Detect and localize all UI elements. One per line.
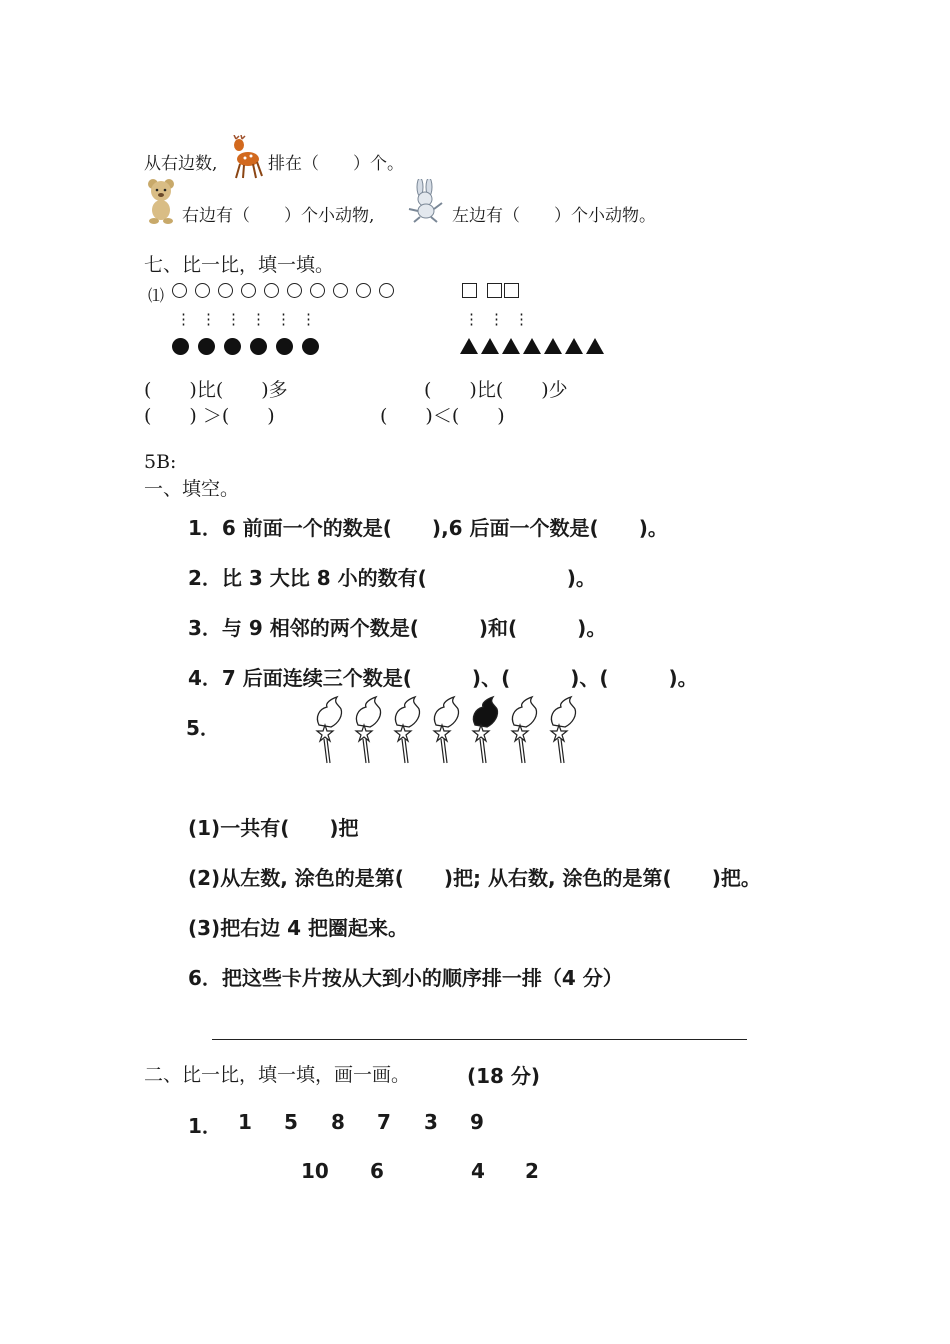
filled-circle [198,338,215,355]
square-1 [462,283,477,298]
triangle-row [460,338,607,354]
card-number: 10 [301,1159,329,1183]
vertical-dots-right: ⋮⋮⋮ [464,310,539,328]
torch-icon [551,697,576,763]
compare-more: ( )比( )多 [144,379,288,401]
square-row [462,283,519,298]
question-5-part-3: (3)把右边 4 把圈起来。 [188,916,409,940]
vertical-dots-left: ⋮⋮⋮⋮⋮⋮ [176,310,326,328]
torch-row [305,695,595,770]
bear-line-text: 右边有（ ）个小动物, [182,206,375,226]
torch-icon [512,697,537,763]
rabbit-line-text: 左边有（ ）个小动物。 [452,206,656,226]
filled-triangle [586,338,604,354]
hollow-circle [218,283,233,298]
hollow-circle [241,283,256,298]
question-6: 6．把这些卡片按从大到小的顺序排一排（4 分） [188,966,623,990]
filled-triangle [565,338,583,354]
rabbit-icon [406,179,444,223]
compare-less: ( )比( )少 [424,379,568,401]
question-5-part-2: (2)从左数, 涂色的是第( )把; 从右数, 涂色的是第( )把。 [188,866,761,890]
filled-triangle [544,338,562,354]
question-4: 4．7 后面连续三个数是( )、( )、( )。 [188,666,698,690]
card-number: 7 [377,1110,391,1134]
compare-lesser: ( )＜( ) [380,405,505,427]
colored-torch-icon [473,697,498,763]
question-5-part-1: (1)一共有( )把 [188,816,359,840]
card-number: 6 [370,1159,384,1183]
filled-circle [224,338,241,355]
hollow-circle [356,283,371,298]
card-number: 2 [525,1159,539,1183]
part-one-title: 一、填空。 [144,478,240,500]
hollow-circle [287,283,302,298]
card-number: 5 [284,1110,298,1134]
filled-circle [302,338,319,355]
part-two-score: (18 分) [467,1064,541,1088]
hollow-circle [172,283,187,298]
question-1: 1．6 前面一个的数是( ),6 后面一个数是( )。 [188,516,668,540]
torch-icon [434,697,459,763]
filled-circle [276,338,293,355]
card-number: 8 [331,1110,345,1134]
torch-icon [356,697,381,763]
card-number: 4 [471,1159,485,1183]
question-2: 2．比 3 大比 8 小的数有( )。 [188,566,596,590]
hollow-circle [310,283,325,298]
filled-triangle [481,338,499,354]
label-5b: 5B: [144,451,177,473]
filled-triangle [460,338,478,354]
filled-circle-row [172,338,328,355]
hollow-circle [333,283,348,298]
deer-line-suffix: 排在（ ）个。 [268,154,404,174]
square-3 [504,283,519,298]
card-number: 9 [470,1110,484,1134]
deer-line-prefix: 从右边数, [144,154,218,174]
compare-greater: ( ) ＞( ) [144,405,275,427]
torch-icon [317,697,342,763]
section-seven-title: 七、比一比，填一填。 [144,254,335,276]
filled-triangle [523,338,541,354]
answer-line[interactable] [212,1039,747,1040]
square-2 [487,283,502,298]
hollow-circle-row [172,283,402,298]
filled-circle [172,338,189,355]
filled-triangle [502,338,520,354]
card-number: 1 [238,1110,252,1134]
deer-icon [226,135,264,179]
hollow-circle [195,283,210,298]
torch-icon [395,697,420,763]
card-number: 3 [424,1110,438,1134]
question-3: 3．与 9 相邻的两个数是( )和( )。 [188,616,607,640]
hollow-circle [379,283,394,298]
hollow-circle [264,283,279,298]
row-1-label: 1． [188,1114,222,1138]
item-marker: ⑴ [148,286,165,305]
bear-icon [144,178,178,224]
question-5-number: 5． [186,716,220,740]
part-two-title: 二、比一比，填一填，画一画。 [144,1064,411,1086]
filled-circle [250,338,267,355]
